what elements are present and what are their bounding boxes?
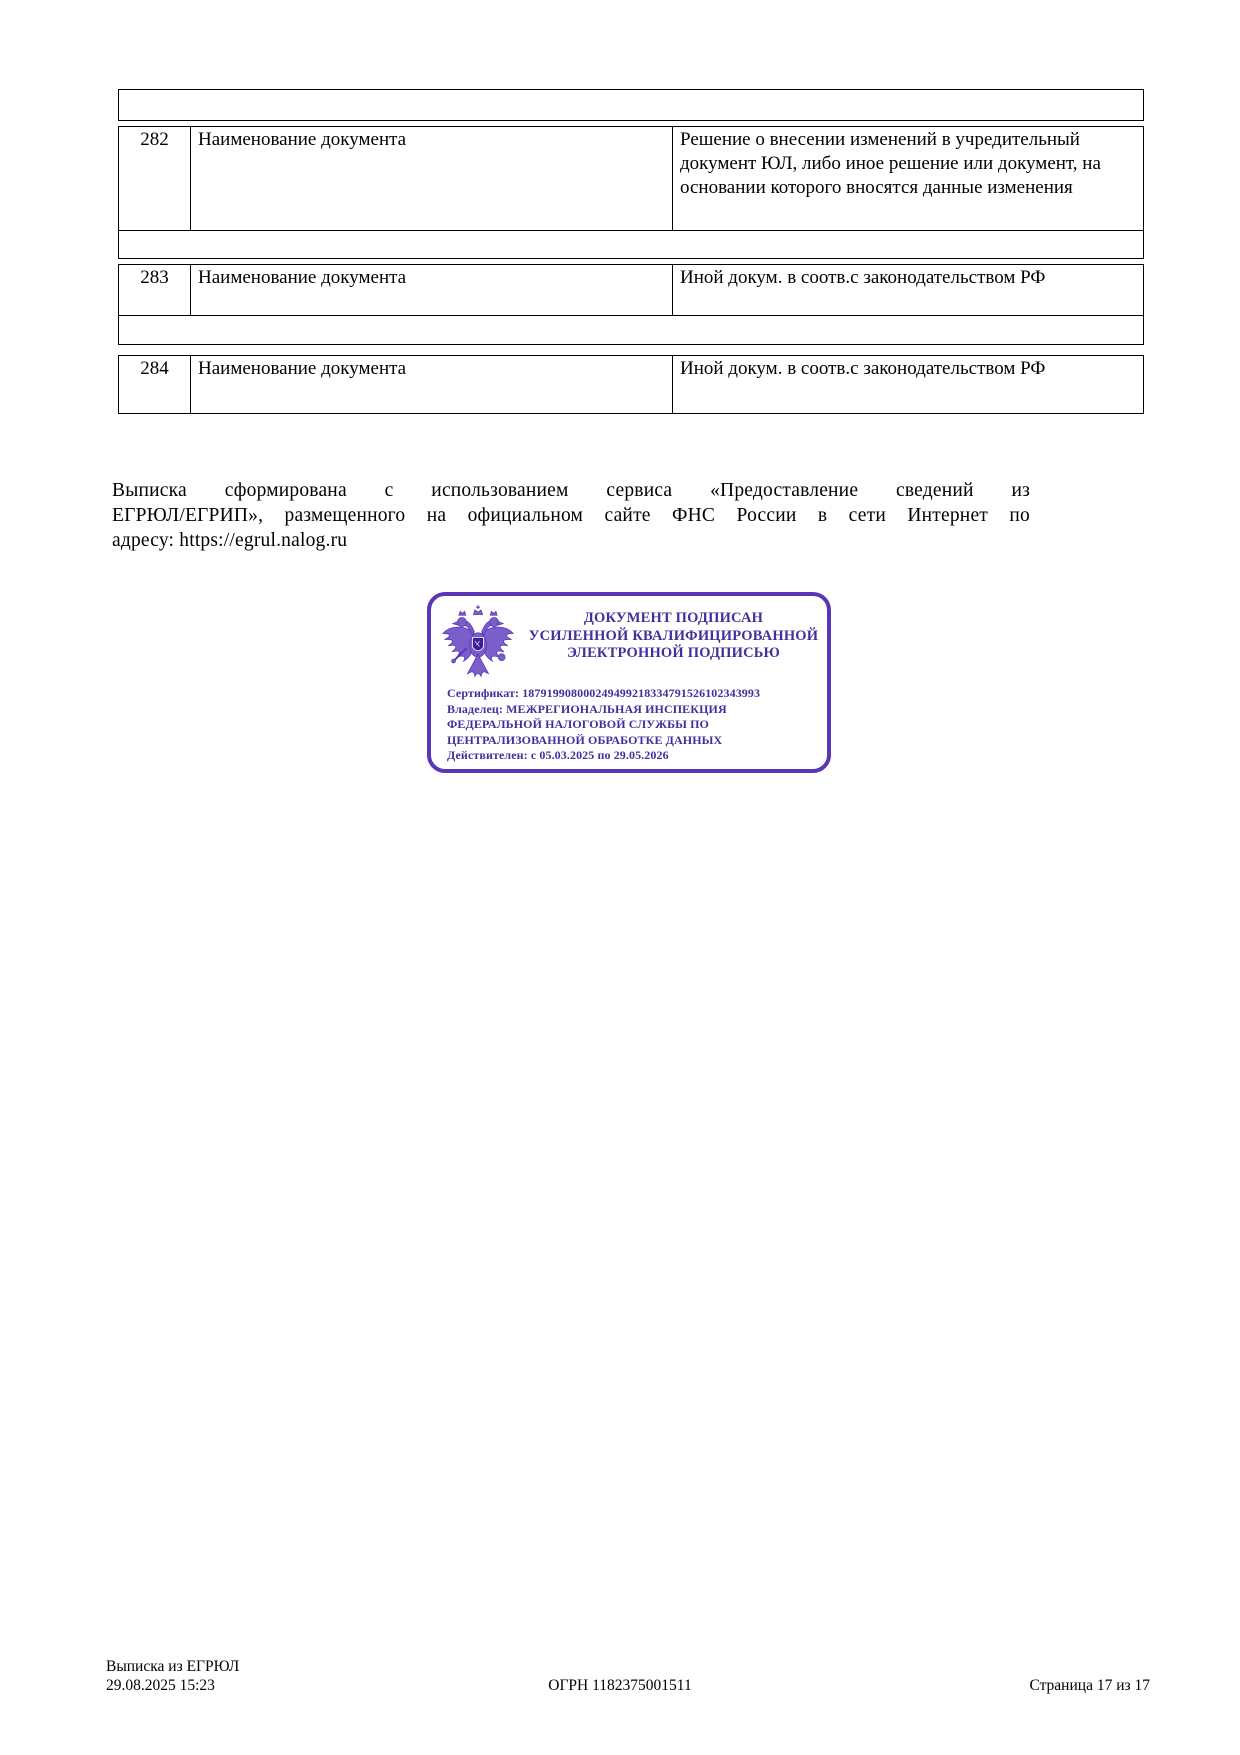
owner-label: Владелец: [447,701,504,716]
row-label-cell: Наименование документа [191,356,673,414]
stamp-details [447,686,820,764]
table-entry-282 [118,126,1144,259]
stamp-headline [523,610,824,663]
electronic-signature-stamp [427,592,831,773]
row-number-cell: 282 [119,127,191,231]
paragraph-line: ЕГРЮЛ/ЕГРИП», размещенного на официальном сайте ФНС России в сети Интернет по [112,505,1030,526]
validity-value: с 05.03.2025 по 29.05.2026 [530,748,669,762]
stamp-headline-line: УСИЛЕННОЙ КВАЛИФИЦИРОВАННОЙ [528,627,819,644]
footer-ogrn: ОГРН 1182375001511 [548,1677,692,1694]
table-row [119,356,1144,414]
row-number-cell: 284 [119,356,191,414]
certificate-value: 187919908000249499218334791526102343993 [522,686,761,700]
spacer-cell [119,231,1144,259]
table-row [119,127,1144,231]
row-value-cell: Иной докум. в соотв.с законодательством РФ [673,265,1144,316]
russian-double-eagle-icon [436,605,520,685]
row-label-cell: Наименование документа [191,127,673,231]
table-row [119,316,1144,345]
table-fragment-top [118,89,1144,121]
service-note-paragraph [112,478,1030,553]
footer-datetime: 29.08.2025 15:23 [106,1676,215,1694]
row-number-cell: 283 [119,265,191,316]
stamp-headline-line: ЭЛЕКТРОННОЙ ПОДПИСЬЮ [566,645,781,661]
owner-value: МЕЖРЕГИОНАЛЬНАЯ ИНСПЕКЦИЯ ФЕДЕРАЛЬНОЙ НАЛОГОВОЙ СЛУЖБЫ ПО ЦЕНТРАЛИЗОВАННОЙ ОБРАБОТКЕ ДАННЫХ [447,701,727,747]
row-value-cell: Решение о внесении изменений в учредительный документ ЮЛ, либо иное решение или документ, на основании которого вносятся данные изменения [673,127,1144,231]
footer-doc-type: Выписка из ЕГРЮЛ [106,1658,240,1675]
table-entry-283 [118,264,1144,345]
footer-page-number: Страница 17 из 17 [1029,1677,1150,1694]
row-label-cell: Наименование документа [191,265,673,316]
spacer-cell [119,316,1144,345]
row-value-cell: Иной докум. в соотв.с законодательством РФ [673,356,1144,414]
certificate-label: Сертификат: [447,686,520,700]
validity-line [447,748,820,764]
paragraph-line-url: адресу: https://egrul.nalog.ru [112,530,348,551]
spacer-cell [119,90,1144,121]
certificate-line [447,686,820,702]
paragraph-line: Выписка сформирована с использованием сервиса «Предоставление сведений из [112,480,1030,501]
validity-label: Действителен: [447,748,528,762]
stamp-headline-line: ДОКУМЕНТ ПОДПИСАН [583,610,764,626]
table-row [119,90,1144,121]
table-row [119,231,1144,259]
table-row [119,265,1144,316]
table-entry-284 [118,355,1144,414]
owner-line [447,702,820,749]
